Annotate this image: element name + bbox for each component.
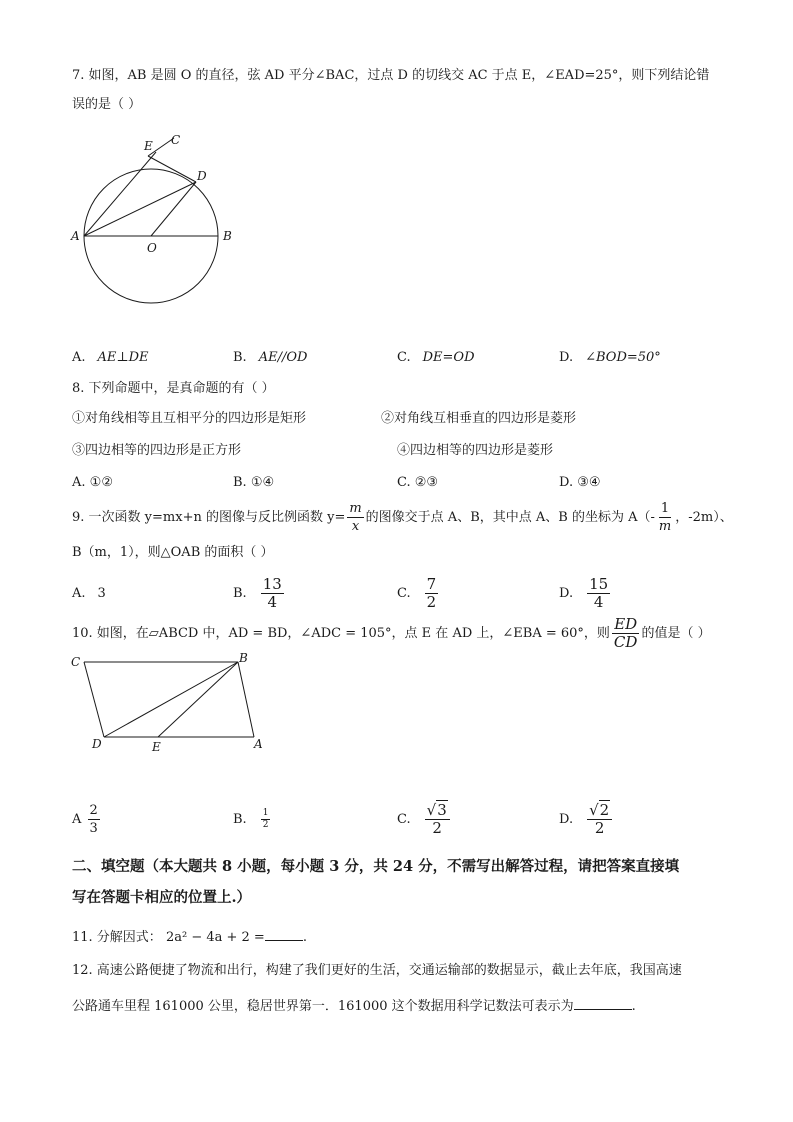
q12-answer-blank[interactable] (574, 997, 632, 1010)
q10-stem (72, 614, 711, 654)
q7-chord-ad (84, 182, 196, 236)
q7-option-d (559, 350, 661, 366)
q8-statement-1: ①对角线相等且互相平分的四边形是矩形 (72, 411, 307, 426)
q9-stem-line2: B（m，1），则△OAB 的面积（ ） (72, 545, 274, 560)
q10-stem-b: 的值是（ ） (641, 626, 711, 641)
q10-stem-a: 10. 如图，在▱ABCD 中，AD = BD，∠ADC = 105°，点 E 在 AD 上，∠EBA = 60°，则 (72, 626, 610, 641)
q10-option-a-fraction (88, 802, 100, 837)
q7-label-d: D (197, 169, 207, 183)
q8-option-c (397, 475, 438, 491)
q7-option-a (72, 350, 149, 366)
q9-stem-line1 (72, 500, 733, 536)
q11-expression: 2a² − 4a + 2 = (165, 930, 265, 945)
q9-option-b-fraction (261, 576, 284, 611)
q10-option-d (559, 800, 614, 840)
q9-option-c (397, 574, 440, 614)
q9-option-d (559, 574, 612, 614)
q9-fraction-m-over-x (347, 500, 363, 535)
q7-option-b (233, 350, 307, 366)
q9-stem-a: 9. 一次函数 y=mx+n 的图像与反比例函数 y= (72, 510, 346, 525)
q10-option-a (72, 800, 102, 840)
q10-parallelogram-figure (66, 650, 276, 758)
q9-option-b-num: 13 (262, 575, 282, 593)
q10-option-c-label: C. (397, 812, 411, 827)
q10-fraction-den: CD (613, 633, 638, 651)
q11-line (72, 928, 307, 946)
q10-label-a: A (254, 737, 263, 751)
q9-option-a-label: A. (72, 586, 86, 601)
q10-option-a-num: 2 (89, 803, 98, 818)
q9-stem-b: 的图像交于点 A、B，其中点 A、B 的坐标为 A（- (365, 510, 655, 525)
q10-option-c (397, 800, 452, 840)
q7-option-a-text: AE⊥DE (97, 350, 149, 365)
q10-side-ba (238, 662, 254, 737)
q10-option-c-fraction (425, 802, 450, 837)
q7-option-c-text: DE=OD (422, 350, 475, 365)
q11-answer-blank[interactable] (265, 928, 303, 941)
q10-label-d: D (92, 737, 102, 751)
q7-stem-line1: 7. 如图，AB 是圆 O 的直径，弦 AD 平分∠BAC，过点 D 的切线交 AC 于点 E，∠EAD=25°，则下列结论错 (72, 68, 710, 83)
q10-option-c-radicand: 3 (437, 801, 447, 819)
q10-fraction-num: ED (614, 615, 638, 633)
q8-option-a (72, 475, 113, 491)
q9-option-b-den: 4 (267, 593, 277, 611)
q10-option-d-num: √2 (587, 802, 612, 820)
q10-option-b-num: 1 (262, 808, 269, 818)
q7-radius-od (151, 182, 196, 236)
q7-circle-figure (66, 130, 256, 330)
q10-fraction-ed-over-cd (612, 616, 640, 651)
q12-suffix: . (631, 999, 636, 1014)
q9-fraction-1-over-m (657, 500, 673, 535)
q7-option-b-label: B. (233, 350, 247, 365)
q9-option-a (72, 574, 106, 614)
q9-fraction-a-num: 1 (660, 501, 670, 516)
q10-label-c: C (71, 655, 81, 669)
q7-label-e: E (144, 139, 153, 153)
q8-option-d (559, 475, 601, 491)
q9-option-d-label: D. (559, 586, 574, 601)
q8-option-d-label: D. (559, 475, 574, 490)
q8-option-b-text: ①④ (250, 475, 275, 490)
q9-option-b-label: B. (233, 586, 247, 601)
q10-option-d-radicand: 2 (599, 801, 610, 819)
q10-option-b-den: 2 (262, 820, 269, 830)
q8-stem: 8. 下列命题中，是真命题的有（ ） (72, 381, 275, 396)
section2-heading-line1: 二、填空题（本大题共 8 小题，每小题 3 分，共 24 分，不需写出解答过程，请把答案直接填 (72, 858, 680, 875)
q8-option-b (233, 475, 274, 491)
q7-option-d-label: D. (559, 350, 574, 365)
q8-option-a-text: ①② (89, 475, 113, 490)
q12-line2 (72, 997, 636, 1015)
q10-label-b: B (239, 651, 248, 665)
q7-stem-line2: 误的是（ ） (72, 97, 142, 112)
q9-option-a-text: 3 (97, 586, 106, 601)
q11-prefix: 11. 分解因式： (72, 930, 162, 945)
q9-stem-c: ，-2m）、 (675, 510, 733, 525)
q8-statement-4: ④四边相等的四边形是菱形 (397, 443, 554, 458)
q10-option-b-fraction (261, 808, 271, 831)
q8-option-a-label: A. (72, 475, 86, 490)
q12-line1: 12. 高速公路便捷了物流和出行，构建了我们更好的生活，交通运输部的数据显示，截止去年底，我国高速 (72, 963, 682, 978)
q7-option-a-label: A. (72, 350, 86, 365)
q10-option-d-label: D. (559, 812, 574, 827)
q7-label-c: C (171, 133, 181, 147)
q8-option-d-text: ③④ (577, 475, 601, 490)
q7-line-ac (84, 152, 156, 236)
q9-option-b (233, 574, 286, 614)
q8-statement-3: ③四边相等的四边形是正方形 (72, 443, 242, 458)
q7-label-a: A (71, 229, 80, 243)
q10-option-c-num: √3 (425, 802, 450, 820)
q7-option-c (397, 350, 475, 366)
q10-option-d-fraction (587, 802, 612, 837)
q10-diagonal-bd (104, 662, 238, 737)
q10-option-b (233, 800, 272, 840)
q9-fraction-a-den: m (658, 519, 672, 534)
q9-option-c-num: 7 (426, 575, 437, 593)
q10-option-c-den: 2 (432, 819, 442, 837)
q9-option-c-den: 2 (426, 593, 437, 611)
q11-suffix: . (302, 930, 307, 945)
q9-option-d-num: 15 (589, 575, 609, 593)
q9-option-d-fraction (587, 576, 610, 611)
q10-label-e: E (152, 740, 161, 754)
q8-option-c-label: C. (397, 475, 411, 490)
q7-option-b-text: AE//OD (258, 350, 308, 365)
q10-option-d-den: 2 (594, 819, 605, 837)
section2-heading-line2: 写在答题卡相应的位置上.） (72, 889, 252, 906)
q8-statement-2: ②对角线互相垂直的四边形是菱形 (381, 411, 577, 426)
q10-option-a-label: A (72, 812, 82, 827)
q8-option-b-label: B. (233, 475, 247, 490)
q10-option-b-label: B. (233, 812, 247, 827)
q12-line2-text: 公路通车里程 161000 公里，稳居世界第一．161000 这个数据用科学记数法可表示为 (72, 999, 574, 1014)
q9-option-d-den: 4 (593, 593, 604, 611)
q10-side-cd (84, 662, 104, 737)
q10-option-a-den: 3 (89, 821, 98, 836)
q9-fraction-y-num: m (349, 501, 362, 516)
q9-option-c-label: C. (397, 586, 411, 601)
q7-label-b: B (223, 229, 232, 243)
q7-label-o: O (147, 241, 157, 255)
q8-option-c-text: ②③ (414, 475, 439, 490)
q7-option-d-text: ∠BOD=50° (585, 350, 661, 365)
q9-option-c-fraction (425, 576, 439, 611)
q7-option-c-label: C. (397, 350, 411, 365)
q9-fraction-y-den: x (351, 519, 360, 534)
